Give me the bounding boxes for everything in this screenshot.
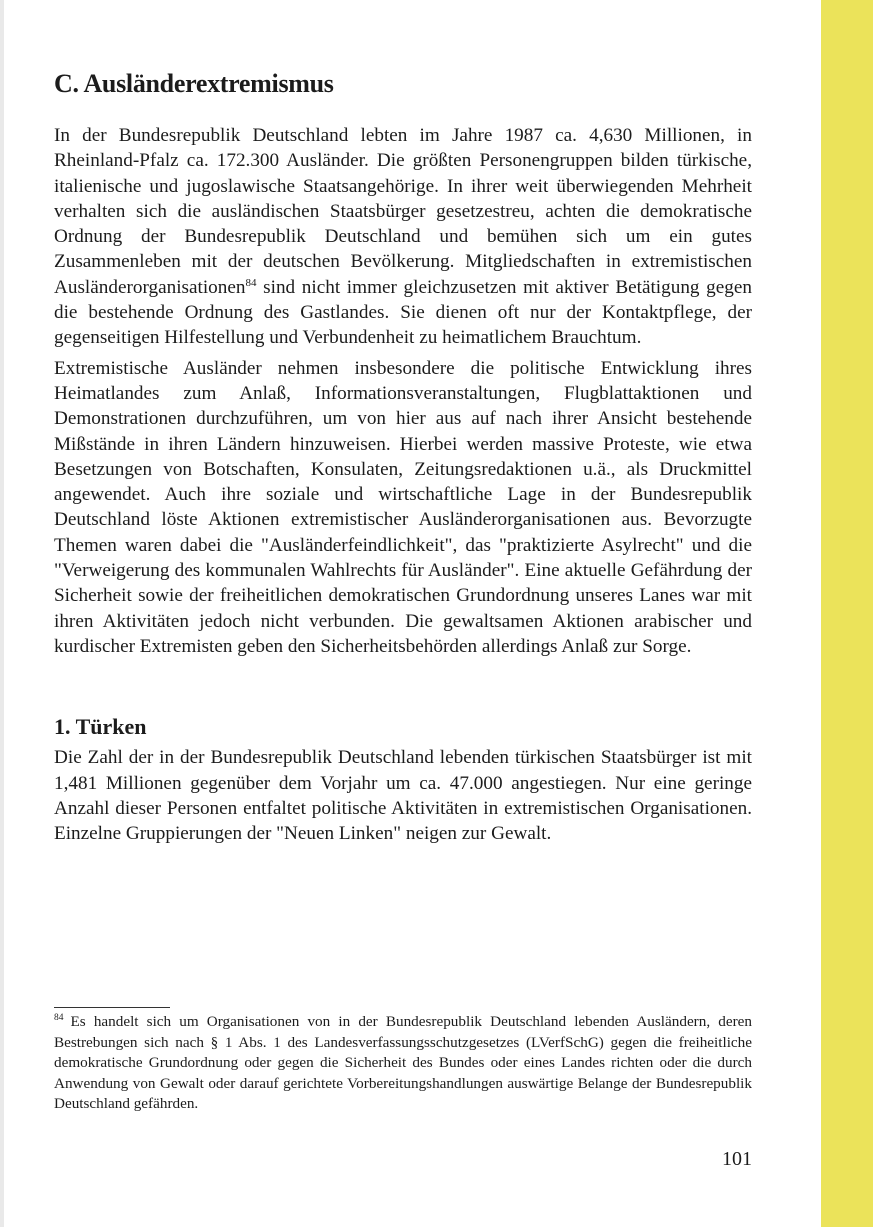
page-body [54,62,752,846]
page-edge-shadow [0,0,4,1227]
yellow-margin-strip [821,0,873,1227]
footnote-reference[interactable]: 84 [245,276,257,289]
paragraph-2: Extremistische Ausländer nehmen insbesondere die politische Entwicklung ihres Heimatlandes zum Anlaß, Informationsveranstaltungen, Flugblattaktionen und Demonstrationen durchzuführen, um von hier aus auf nach ihrer Ansicht bestehende Mißstände in ihren Ländern hinzuweisen. Hierbei werden massive Proteste, wie etwa Besetzungen von Botschaften, Konsulaten, Zeitungsredaktionen u.ä., als Druckmittel angewendet. Auch ihre soziale und wirtschaftliche Lage in der Bundesrepublik Deutschland löste Aktionen extremistischer Ausländerorganisationen aus. Bevorzugte Themen waren dabei die "Ausländerfeindlichkeit", das "praktizierte Asylrecht" und die "Verweigerung des kommunalen Wahlrechts für Ausländer". Eine aktuelle Gefährdung der Sicherheit sowie der freiheitlichen demokratischen Grundordnung unseres Lanes war mit ihren Aktivitäten jedoch nicht verbunden. Die gewaltsamen Aktionen arabischer und kurdischer Extremisten geben den Sicherheitsbehörden allerdings Anlaß zur Sorge. [54,357,752,657]
footnote [54,1012,752,1115]
footnote-marker: 84 [54,1013,64,1023]
paragraph-1 [54,123,752,351]
page-number: 101 [722,1148,752,1170]
subsection-heading: 1. Türken [54,714,147,740]
footnote-text: Es handelt sich um Organisationen von in der Bundesrepublik Deutschland lebenden Ausländern, deren Bestrebungen sich nach § 1 Abs. 1 des Landesverfassungsschutzgesetzes (LVerfSchG) gegen die freiheitliche demokratische Grundordnung oder gegen die Sicherheit des Bundes oder eines Landes richten oder die durch Anwendung von Gewalt oder darauf gerichtete Vorbereitungshandlungen auswärtige Belange der Bundesrepublik Deutschland gefährden. [54,1013,752,1113]
paragraph-3: Die Zahl der in der Bundesrepublik Deutschland lebenden türkischen Staatsbürger ist mit 1,481 Millionen gegenüber dem Vorjahr um ca. 47.000 angestiegen. Nur eine geringe Anzahl dieser Personen entfaltet politische Aktivitäten in extremistischen Organisationen. Einzelne Gruppierungen der "Neuen Linken" neigen zur Gewalt. [54,747,752,845]
paragraph-1-text-a: In der Bundesrepublik Deutschland lebten im Jahre 1987 ca. 4,630 Millionen, in Rheinland-Pfalz ca. 172.300 Ausländer. Die größten Personengruppen bilden türkische, italienische und jugoslawische Staatsangehörige. In ihrer weit überwiegenden Mehrheit verhalten sich die ausländischen Staatsbürger gesetzestreu, achten die demokratische Ordnung der Bundesrepublik Deutschland und bemühen sich um ein gutes Zusammenleben mit der deutschen Bevölkerung. Mitgliedschaften in extremistischen Ausländerorganisationen [54,125,752,298]
footnote-divider [54,1007,170,1008]
paragraph-1-text-b: sind nicht immer gleichzusetzen mit aktiver Betätigung gegen die bestehende Ordnung des Gastlandes. Sie dienen oft nur der Kontaktpflege, der gegenseitigen Hilfestellung und Verbundenheit zu heimatlichem Brauchtum. [54,276,752,349]
section-heading: C. Ausländerextremismus [54,69,334,98]
